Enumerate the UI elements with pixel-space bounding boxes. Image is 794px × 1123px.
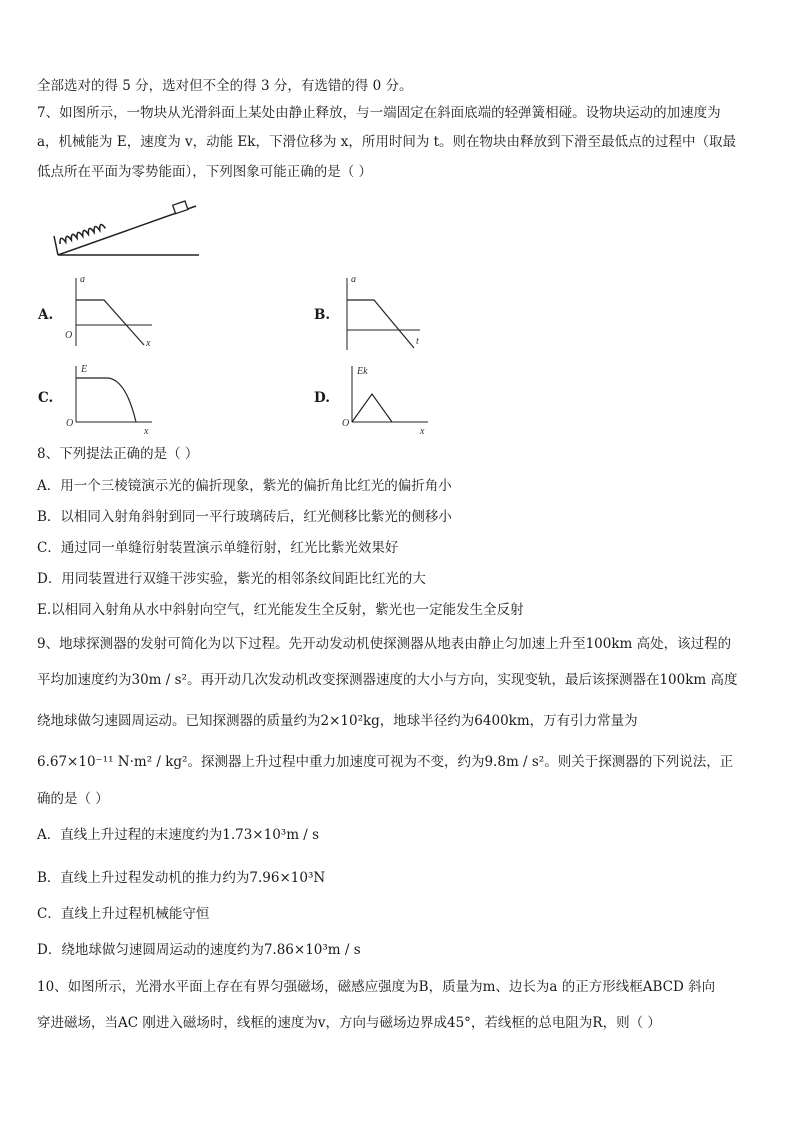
q7-graph-a-origin: O <box>65 330 73 341</box>
q7-graph-b <box>334 270 434 350</box>
q8-option-a: A．用一个三棱镜演示光的偏折现象，紫光的偏折角比红光的偏折角小 <box>37 478 452 494</box>
q7-graph-b-xlabel: t <box>416 336 419 347</box>
q7-graph-d-xlabel: x <box>420 426 425 435</box>
q7-graph-d-ylabel: Ek <box>357 366 368 377</box>
q7-graph-a-xlabel: x <box>146 338 151 349</box>
q7-graph-c-origin: O <box>66 418 74 429</box>
q9-line2: 平均加速度约为30m / s²。再开动几次发动机改变探测器速度的大小与方向，实现变轨，最后该探测器在100km 高度 <box>37 672 738 688</box>
q9-line5: 确的是（ ） <box>37 791 109 807</box>
q9-option-d: D．绕地球做匀速圆周运动的速度约为7.86×10³m / s <box>37 942 361 958</box>
q7-graph-b-ylabel: a <box>351 274 356 285</box>
q7-line3: 低点所在平面为零势能面），下列图象可能正确的是（ ） <box>37 164 373 180</box>
q8-option-d: D．用同装置进行双缝干涉实验，紫光的相邻条纹间距比红光的大 <box>37 571 426 587</box>
q9-option-b: B．直线上升过程发动机的推力约为7.96×10³N <box>37 870 326 886</box>
q8-option-c: C．通过同一单缝衍射装置演示单缝衍射，红光比紫光效果好 <box>37 540 399 556</box>
incline-spring-figure <box>44 196 204 260</box>
q7-graph-c-ylabel: E <box>81 364 88 375</box>
q7-option-c-label: C. <box>38 390 54 406</box>
q7-graph-a-ylabel: a <box>80 274 85 285</box>
intro-line: 全部选对的得 5 分，选对但不全的得 3 分，有选错的得 0 分。 <box>37 78 413 94</box>
q7-option-d-label: D. <box>314 390 330 406</box>
q9-line3: 绕地球做匀速圆周运动。已知探测器的质量约为2×10²kg，地球半径约为6400km，万有引力常量为 <box>37 713 638 729</box>
q8-stem: 8、下列提法正确的是（ ） <box>37 446 199 462</box>
q8-option-b: B．以相同入射角斜射到同一平行玻璃砖后，红光侧移比紫光的侧移小 <box>37 509 452 525</box>
q7-option-a-label: A. <box>38 307 54 323</box>
q10-line1: 10、如图所示，光滑水平面上存在有界匀强磁场，磁感应强度为B，质量为m、边长为a 的正方形线框ABCD 斜向 <box>37 979 716 995</box>
q8-option-e: E.以相同入射角从水中斜射向空气，红光能发生全反射，紫光也一定能发生全反射 <box>37 602 524 618</box>
q7-option-b-label: B. <box>314 307 331 323</box>
q7-graph-c <box>60 360 160 435</box>
q7-graph-c-xlabel: x <box>144 426 149 435</box>
q7-line2: a，机械能为 E，速度为 v，动能 Ek，下滑位移为 x，所用时间为 t。则在物块由释放到下滑至最低点的过程中（取最 <box>37 134 737 150</box>
q10-line2: 穿进磁场，当AC 刚进入磁场时，线框的速度为v，方向与磁场边界成45°，若线框的总电阻为R，则（ ） <box>37 1015 661 1031</box>
q9-option-c: C．直线上升过程机械能守恒 <box>37 906 210 922</box>
q9-option-a: A．直线上升过程的末速度约为1.73×10³m / s <box>37 827 320 843</box>
q7-graph-d <box>336 360 436 435</box>
q7-line1: 7、如图所示，一物块从光滑斜面上某处由静止释放，与一端固定在斜面底端的轻弹簧相碰。设物块运动的加速度为 <box>37 105 721 121</box>
q7-graph-a <box>60 270 160 350</box>
q9-line1: 9、地球探测器的发射可简化为以下过程。先开动发动机使探测器从地表由静止匀加速上升至100km 高处，该过程的 <box>37 636 732 652</box>
q7-graph-d-origin: O <box>342 418 350 429</box>
q9-line4: 6.67×10⁻¹¹ N·m² / kg²。探测器上升过程中重力加速度可视为不变，约为9.8m / s²。则关于探测器的下列说法，正 <box>37 754 734 770</box>
